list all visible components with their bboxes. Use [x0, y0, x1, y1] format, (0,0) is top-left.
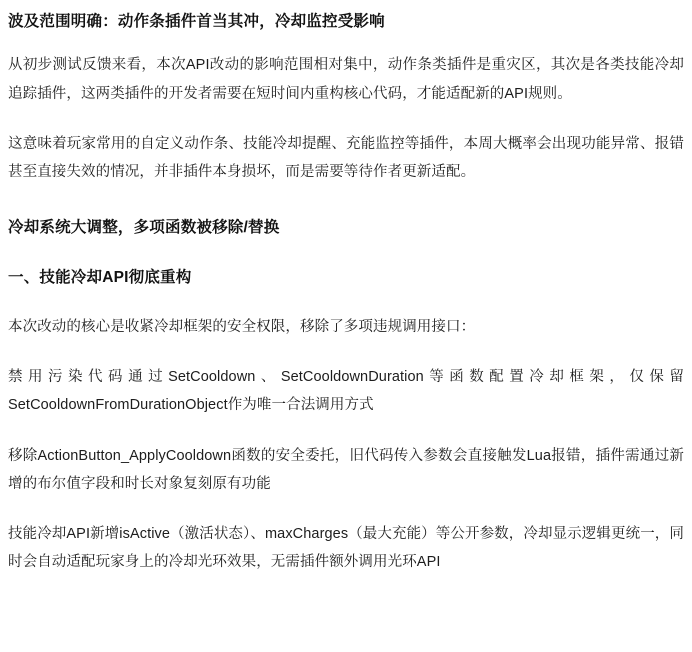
paragraph-new-api-params: 技能冷却API新增isActive（激活状态）、maxCharges（最大充能）等公开参数，冷却显示逻辑更统一，同时会自动适配玩家身上的冷却光环效果，无需插件额外调用光环API [8, 526, 684, 571]
paragraph-impact-scope: 从初步测试反馈来看，本次API改动的影响范围相对集中，动作条类插件是重灾区，其次是各类技能冷却追踪插件，这两类插件的开发者需要在短时间内重构核心代码，才能适配新的API规则。 [8, 57, 684, 102]
section-heading-cooldown-overhaul: 冷却系统大调整，多项函数被移除/替换 [8, 219, 280, 237]
paragraph-applycooldown-removal: 移除ActionButton_ApplyCooldown函数的安全委托，旧代码传入参数会直接触发Lua报错，插件需通过新增的布尔值字段和时长对象复刻原有功能 [8, 447, 684, 492]
section-heading-scope: 波及范围明确：动作条插件首当其冲，冷却监控受影响 [8, 13, 385, 30]
paragraph-player-addons: 这意味着玩家常用的自定义动作条、技能冷却提醒、充能监控等插件，本周大概率会出现功能异常、报错甚至直接失效的情况，并非插件本身损坏，而是需要等待作者更新适配。 [8, 135, 684, 181]
paragraph-core-change: 本次改动的核心是收紧冷却框架的安全权限，移除了多项违规调用接口： [8, 318, 476, 335]
paragraph-setcooldown-restriction: 禁用污染代码通过SetCooldown、SetCooldownDuration等函数配置冷却框架，仅保留SetCooldownFromDurationObject作为唯一合法调用方式 [8, 369, 684, 414]
section-heading-api-rebuild: 一、技能冷却API彻底重构 [8, 268, 192, 286]
